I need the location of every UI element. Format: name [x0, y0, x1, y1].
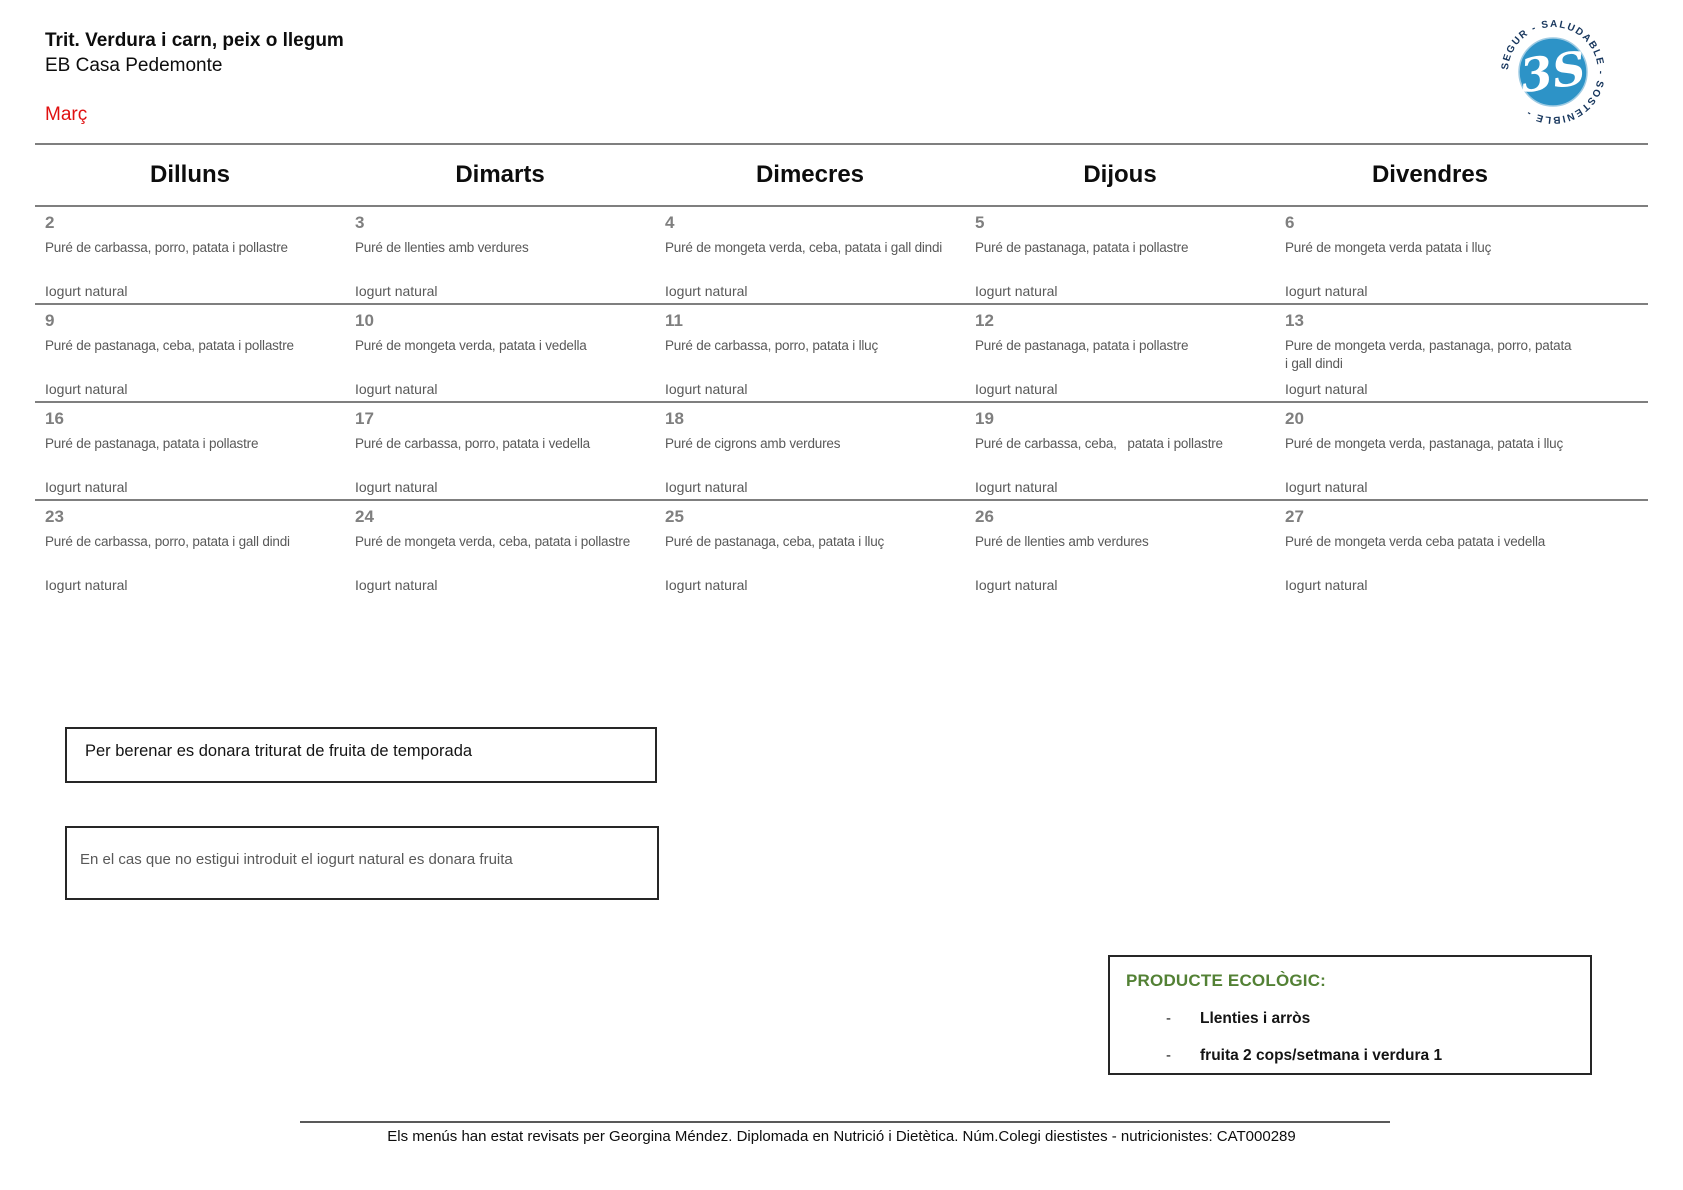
dessert-label: Iogurt natural: [355, 577, 438, 593]
day-number: 9: [45, 311, 55, 330]
menu-description: Puré de pastanaga, ceba, patata i pollastre: [45, 337, 294, 353]
dessert-label: Iogurt natural: [45, 577, 128, 593]
day-cell: [35, 403, 345, 499]
day-number: 2: [45, 213, 55, 232]
day-number: 3: [355, 213, 365, 232]
menu-calendar: [35, 143, 1648, 597]
snack-note-text: Per berenar es donara triturat de fruita de temporada: [85, 742, 473, 760]
day-number: 10: [355, 311, 374, 330]
day-cell: [655, 501, 965, 597]
week-row: [35, 403, 1648, 501]
dessert-label: Iogurt natural: [1285, 577, 1368, 593]
dessert-label: Iogurt natural: [355, 381, 438, 397]
dessert-label: Iogurt natural: [665, 283, 748, 299]
dessert-label: Iogurt natural: [665, 479, 748, 495]
day-cell: [965, 207, 1275, 303]
menu-description: Puré de carbassa, porro, patata i vedella: [355, 435, 590, 451]
day-cell: [35, 501, 345, 597]
dessert-label: Iogurt natural: [975, 283, 1058, 299]
list-dash: -: [1166, 1010, 1171, 1027]
organic-product-label: Llenties i arròs: [1200, 1010, 1311, 1027]
snack-note-box: [65, 727, 657, 783]
day-number: 23: [45, 507, 64, 526]
footer-divider: [300, 1121, 1390, 1123]
organic-product-box: [1108, 955, 1592, 1075]
dessert-label: Iogurt natural: [355, 479, 438, 495]
day-header-row: [35, 145, 1648, 207]
dessert-label: Iogurt natural: [45, 381, 128, 397]
menu-description: Puré de mongeta verda, pastanaga, patata i lluç: [1285, 435, 1564, 451]
menu-description: Puré de mongeta verda, ceba, patata i gall dindi: [665, 239, 943, 255]
menu-description: Puré de llenties amb verdures: [355, 239, 529, 255]
day-cell: [965, 403, 1275, 499]
menu-description: Puré de pastanaga, patata i pollastre: [975, 239, 1189, 255]
day-number: 20: [1285, 409, 1304, 428]
week-row: [35, 207, 1648, 305]
day-number: 27: [1285, 507, 1304, 526]
day-number: 24: [355, 507, 374, 526]
day-cell: [345, 207, 655, 303]
dessert-label: Iogurt natural: [1285, 283, 1368, 299]
menu-description: Puré de mongeta verda, ceba, patata i pollastre: [355, 533, 631, 549]
day-number: 5: [975, 213, 985, 232]
dessert-label: Iogurt natural: [1285, 381, 1368, 397]
3s-sustainability-logo-icon: [1494, 12, 1612, 138]
day-cell: [35, 207, 345, 303]
dessert-label: Iogurt natural: [975, 479, 1058, 495]
day-number: 17: [355, 409, 374, 428]
day-header: Dimarts: [455, 161, 545, 188]
day-cell: [1275, 501, 1585, 597]
day-number: 19: [975, 409, 994, 428]
week-row: [35, 501, 1648, 597]
yogurt-note-box: [65, 826, 659, 900]
day-cell: [655, 207, 965, 303]
menu-description: Puré de pastanaga, patata i pollastre: [975, 337, 1189, 353]
yogurt-note-text: En el cas que no estigui introduit el iogurt natural es donara fruita: [80, 851, 513, 868]
menu-description: Puré de carbassa, ceba, patata i pollastre: [975, 435, 1223, 451]
day-cell: [655, 403, 965, 499]
day-cell: [35, 305, 345, 401]
menu-description: Puré de mongeta verda, patata i vedella: [355, 337, 587, 353]
list-dash: -: [1166, 1047, 1171, 1064]
day-number: 6: [1285, 213, 1295, 232]
organic-product-item: [1126, 1010, 1580, 1028]
menu-description: Puré de llenties amb verdures: [975, 533, 1149, 549]
day-cell: [345, 501, 655, 597]
day-cell: [655, 305, 965, 401]
menu-description: Puré de pastanaga, ceba, patata i lluç: [665, 533, 885, 549]
day-header: Dijous: [1083, 161, 1157, 188]
calendar-weeks: [35, 207, 1648, 597]
month-label: Març: [45, 104, 88, 125]
nutritionist-footer-text: Els menús han estat revisats per Georgina Méndez. Diplomada en Nutrició i Dietètica. Núm.Colegi diestistes - nutricionistes: CAT000289: [387, 1128, 1296, 1145]
menu-description: Puré de mongeta verda ceba patata i vedella: [1285, 533, 1546, 549]
dessert-label: Iogurt natural: [975, 381, 1058, 397]
menu-description: Puré de carbassa, porro, patata i pollastre: [45, 239, 288, 255]
day-number: 16: [45, 409, 64, 428]
dessert-label: Iogurt natural: [45, 283, 128, 299]
menu-description: Puré de carbassa, porro, patata i lluç: [665, 337, 879, 353]
dessert-label: Iogurt natural: [665, 381, 748, 397]
day-number: 18: [665, 409, 684, 428]
day-cell: [345, 305, 655, 401]
logo-ring-text: SEGUR - SALUDABLE - SOSTENIBLE -: [1499, 18, 1607, 126]
day-number: 4: [665, 213, 675, 232]
page-title: Trit. Verdura i carn, peix o llegum: [45, 30, 344, 51]
menu-description: Puré de pastanaga, patata i pollastre: [45, 435, 259, 451]
logo-3s-text: 3S: [1516, 40, 1590, 104]
day-header: Dimecres: [755, 161, 865, 188]
day-number: 25: [665, 507, 684, 526]
school-name: EB Casa Pedemonte: [45, 55, 223, 76]
dessert-label: Iogurt natural: [1285, 479, 1368, 495]
day-number: 11: [665, 311, 683, 330]
day-cell: [1275, 207, 1585, 303]
day-number: 13: [1285, 311, 1304, 330]
dessert-label: Iogurt natural: [665, 577, 748, 593]
day-number: 12: [975, 311, 994, 330]
organic-product-list: [1126, 1010, 1580, 1065]
organic-product-title: PRODUCTE ECOLÒGIC:: [1126, 971, 1327, 990]
organic-product-label: fruita 2 cops/setmana i verdura 1: [1200, 1047, 1443, 1064]
day-number: 26: [975, 507, 994, 526]
organic-product-item: [1126, 1047, 1580, 1065]
menu-description: Puré de cigrons amb verdures: [665, 435, 841, 451]
week-row: [35, 305, 1648, 403]
dessert-label: Iogurt natural: [975, 577, 1058, 593]
dessert-label: Iogurt natural: [355, 283, 438, 299]
day-cell: [345, 403, 655, 499]
day-cell: [1275, 403, 1585, 499]
document-header: [45, 30, 344, 77]
menu-description: Pure de mongeta verda, pastanaga, porro, patata i gall dindi: [1285, 337, 1575, 371]
day-header: Divendres: [1371, 161, 1489, 188]
day-cell: [965, 305, 1275, 401]
day-cell: [965, 501, 1275, 597]
day-header: Dilluns: [149, 161, 230, 188]
day-cell: [1275, 305, 1585, 401]
menu-description: Puré de carbassa, porro, patata i gall dindi: [45, 533, 290, 549]
menu-description: Puré de mongeta verda patata i lluç: [1285, 239, 1492, 255]
dessert-label: Iogurt natural: [45, 479, 128, 495]
